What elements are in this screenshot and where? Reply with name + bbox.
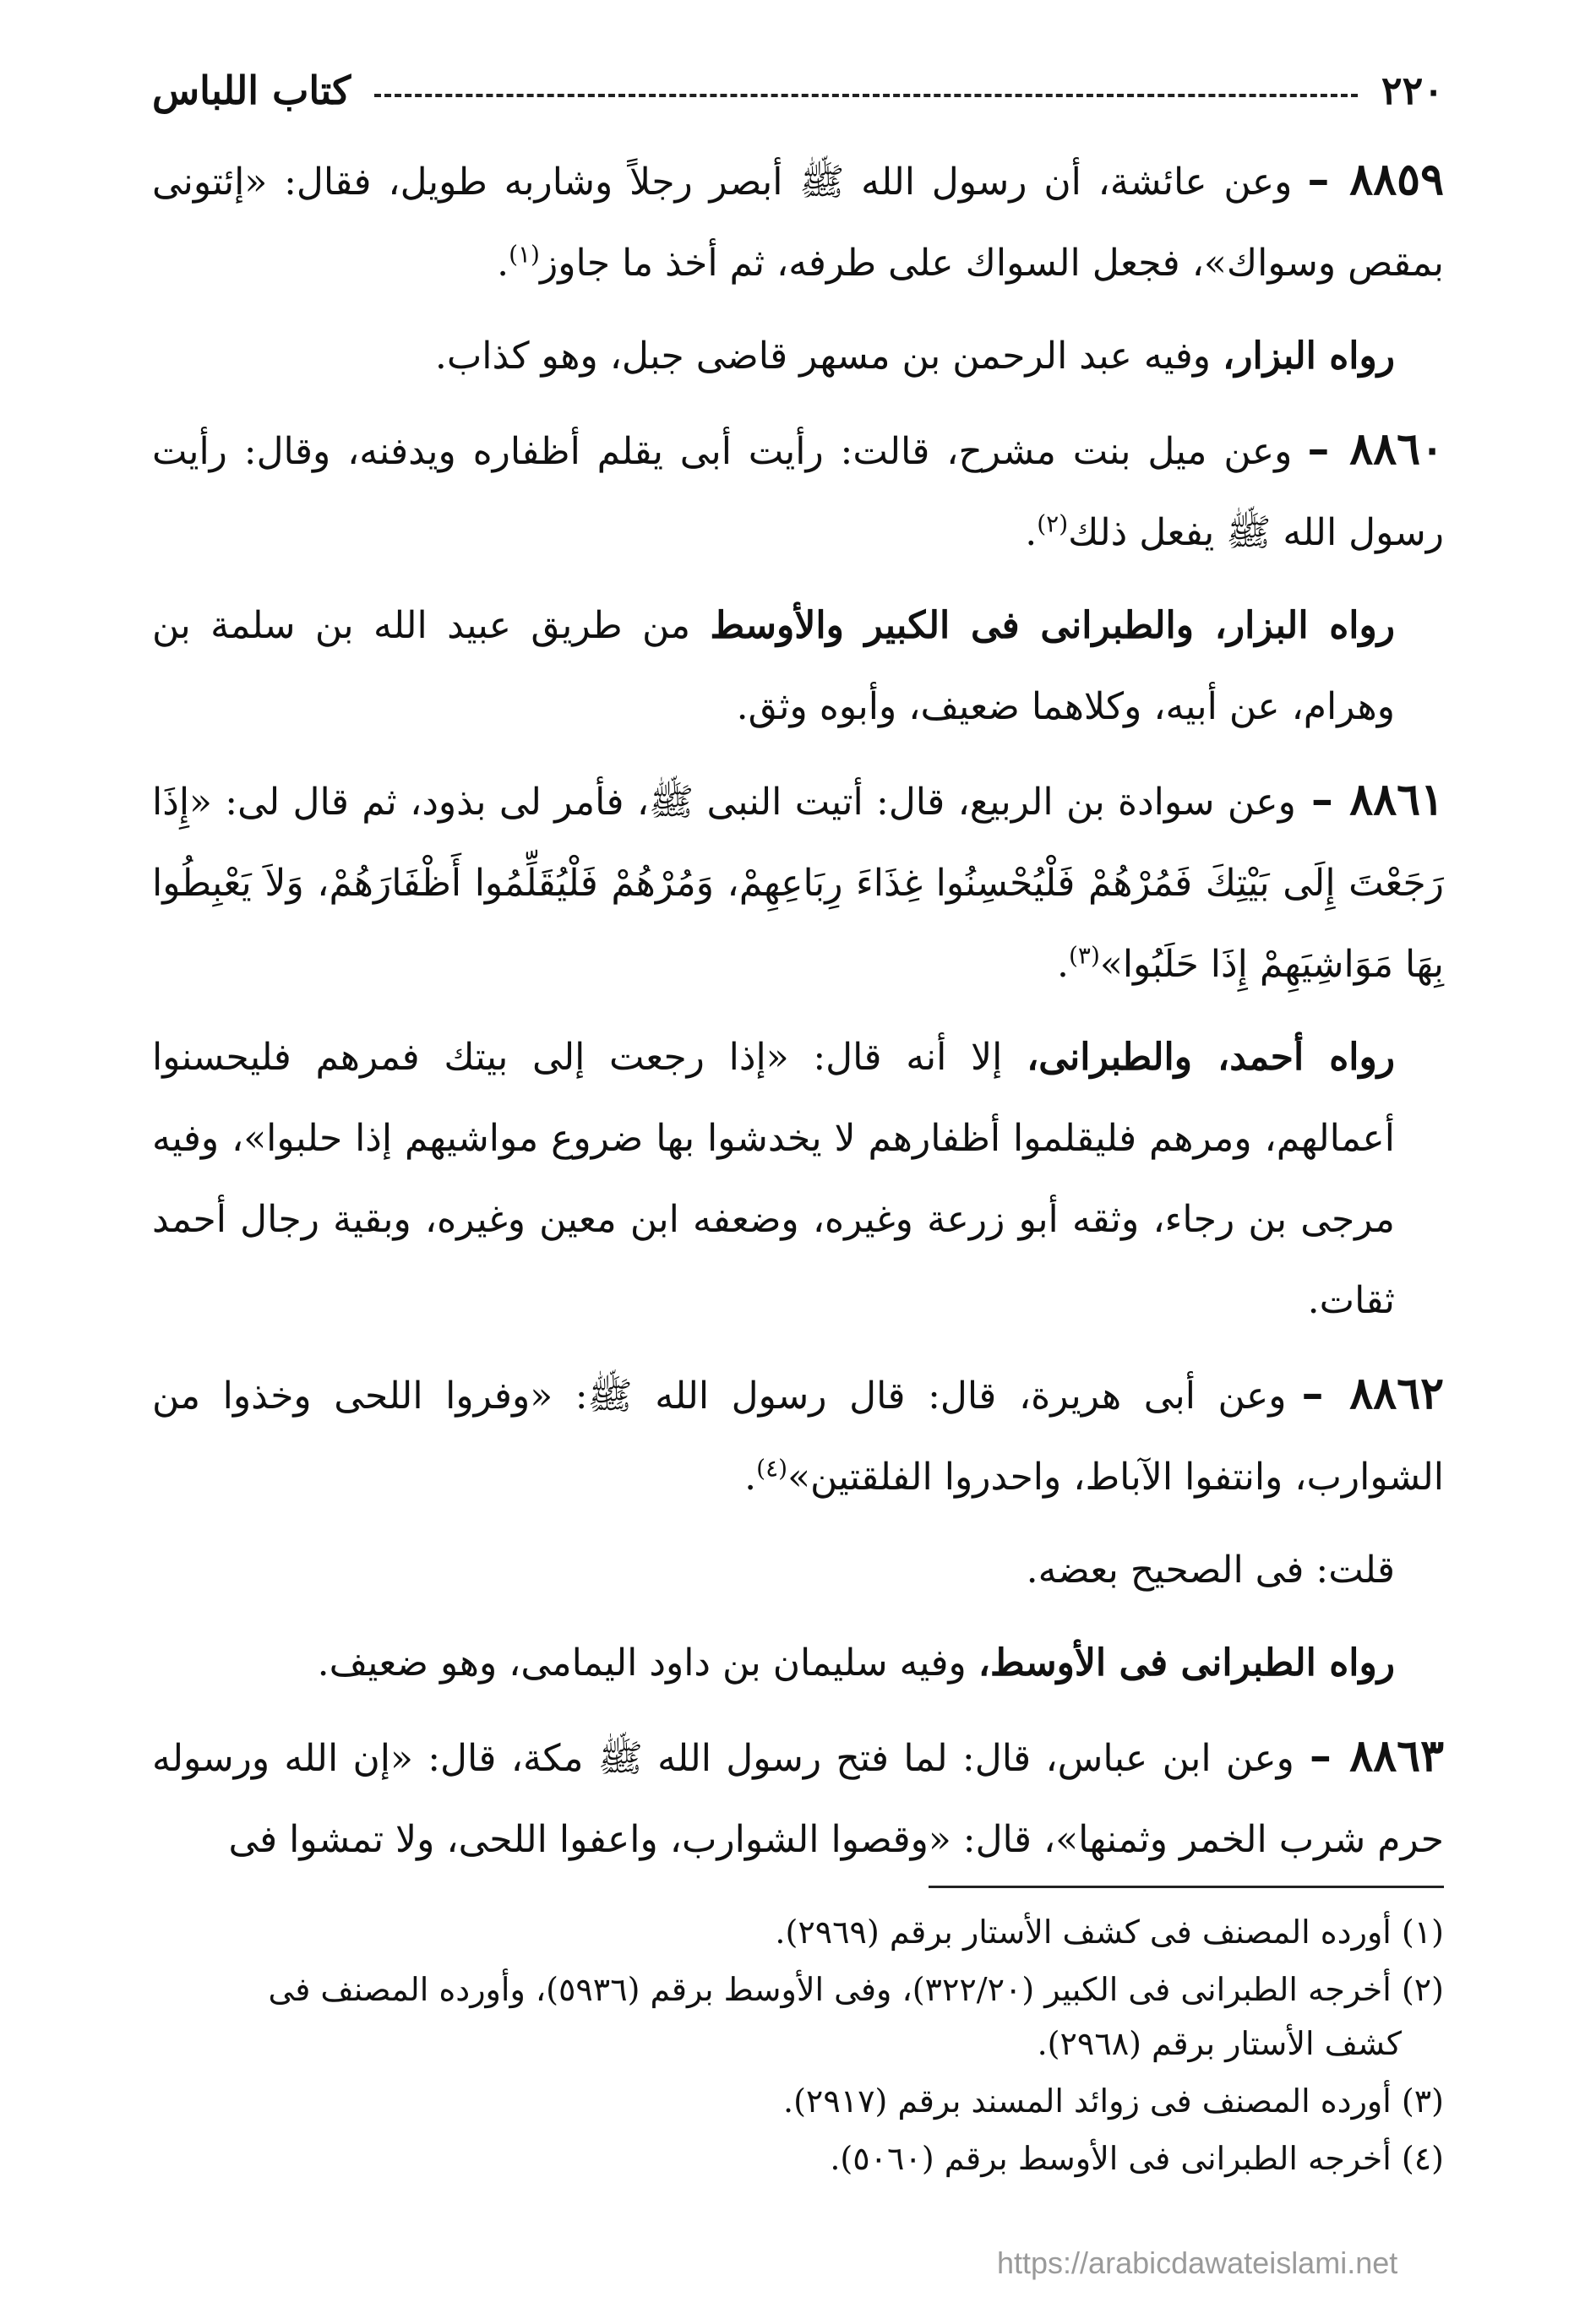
hadith-text: وعن عائشة، أن رسول الله ﷺ أبصر رجلاً وشاربه طويل، فقال: «إئتونى بمقص وسواك»، فجعل السواك على طرفه، ثم أخذ ما جاوز (152, 161, 1444, 285)
period: . (744, 1456, 757, 1499)
period: . (1025, 511, 1038, 554)
hadith-number: ٨٨٦٣ – (1309, 1730, 1444, 1782)
narration-note (152, 585, 1444, 748)
header-divider (374, 94, 1358, 97)
narration-text: وفيه سليمان بن داود اليمامى، وهو ضعيف. (317, 1641, 978, 1685)
hadith-8863 (152, 1716, 1444, 1881)
hadith-8861 (152, 759, 1444, 1005)
hadith-8860 (152, 409, 1444, 574)
book-title: كتاب اللباس (152, 68, 351, 113)
footnote-4 (152, 2131, 1444, 2186)
footnote-ref: (٣) (1068, 941, 1100, 970)
hadith-8862 (152, 1353, 1444, 1518)
source-watermark: https://arabicdawateislami.net (997, 2245, 1398, 2280)
footnote-ref: (٢) (1037, 509, 1069, 538)
footnote-1 (152, 1905, 1444, 1959)
remark-text: قلت: فى الصحيح بعضه. (1026, 1549, 1395, 1592)
hadith-text: وعن سوادة بن الربيع، قال: أتيت النبى ﷺ، فأمر لى بذود، ثم قال لى: «إِذَا رَجَعْتَ إِلَى بَيْتِكَ فَمُرْهُمْ فَلْيُحْسِنُوا غِذَاءَ رِبَاعِهِمْ، وَمُرْهُمْ فَلْيُقَلِّمُوا أَظْفَارَهُمْ، وَلاَ يَعْبِطُوا بِهَا مَوَاشِيَهِمْ إِذَا حَلَبُوا» (152, 781, 1444, 986)
hadith-text: وعن أبى هريرة، قال: قال رسول الله ﷺ: «وفروا اللحى وخذوا من الشوارب، وانتفوا الآباط، واحدروا الفلقتين» (152, 1374, 1444, 1499)
footnote-text: (٤) أخرجه الطبرانى فى الأوسط برقم (٥٠٦٠). (830, 2140, 1444, 2177)
narration-text: من طريق عبيد الله بن سلمة بن وهرام، عن أبيه، وكلاهما ضعيف، وأبوه وثق. (152, 604, 1395, 728)
footnote-separator (929, 1886, 1444, 1888)
footnote-text: (٣) أورده المصنف فى زوائد المسند برقم (٢٩١٧). (783, 2082, 1444, 2120)
editor-remark (152, 1530, 1444, 1611)
hadith-text: وعن ميل بنت مشرح، قالت: رأيت أبى يقلم أظفاره ويدفنه، وقال: رأيت رسول الله ﷺ يفعل ذلك (152, 430, 1444, 554)
footnote-ref: (١) (509, 240, 540, 269)
period: . (1056, 943, 1069, 986)
page-number: ٢٢٠ (1381, 68, 1444, 113)
hadith-number: ٨٨٦٠ – (1307, 423, 1444, 475)
footnote-2 (152, 1962, 1444, 2071)
narration-note (152, 316, 1444, 397)
hadith-number: ٨٨٦١ – (1310, 774, 1444, 825)
footnote-text: (٢) أخرجه الطبرانى فى الكبير (٣٢٢/٢٠)، وفى الأوسط برقم (٥٩٣٦)، وأورده المصنف فى (268, 1971, 1444, 2008)
narration-text: وفيه عبد الرحمن بن مسهر قاضى جبل، وهو كذاب. (434, 335, 1223, 378)
period: . (497, 242, 509, 285)
narration-note (152, 1623, 1444, 1704)
page-header (152, 61, 1444, 120)
main-text (152, 139, 1444, 1892)
hadith-number: ٨٨٦٢ – (1301, 1368, 1444, 1419)
source-label: رواه البزار، (1223, 335, 1395, 378)
footnote-continuation: كشف الأستار برقم (٢٩٦٨). (1037, 2025, 1402, 2062)
hadith-number: ٨٨٥٩ – (1307, 154, 1445, 205)
footnote-text: (١) أورده المصنف فى كشف الأستار برقم (٢٩٦٩). (775, 1913, 1444, 1951)
source-label: رواه أحمد، والطبرانى، (1027, 1036, 1395, 1079)
narration-text: إلا أنه قال: «إذا رجعت إلى بيتك فمرهم فليحسنوا أعمالهم، ومرهم فليقلموا أظفارهم لا يخدشوا بها ضروع مواشيهم إذا حلبوا»، وفيه مرجى بن رجاء، وثقه أبو زرعة وغيره، وضعفه ابن معين وغيره، وبقية رجال أحمد ثقات. (152, 1036, 1396, 1322)
footnote-ref: (٤) (756, 1454, 788, 1483)
hadith-text: وعن ابن عباس، قال: لما فتح رسول الله ﷺ مكة، قال: «إن الله ورسوله حرم شرب الخمر وثمنها»، قال: «وقصوا الشوارب، واعفوا اللحى، ولا تمشوا فى (152, 1737, 1444, 1861)
source-label: رواه البزار، والطبرانى فى الكبير والأوسط (710, 604, 1395, 647)
footnote-3 (152, 2074, 1444, 2128)
hadith-8859 (152, 139, 1444, 304)
footnotes (152, 1905, 1444, 2189)
narration-note (152, 1017, 1444, 1342)
source-label: رواه الطبرانى فى الأوسط، (978, 1641, 1395, 1685)
